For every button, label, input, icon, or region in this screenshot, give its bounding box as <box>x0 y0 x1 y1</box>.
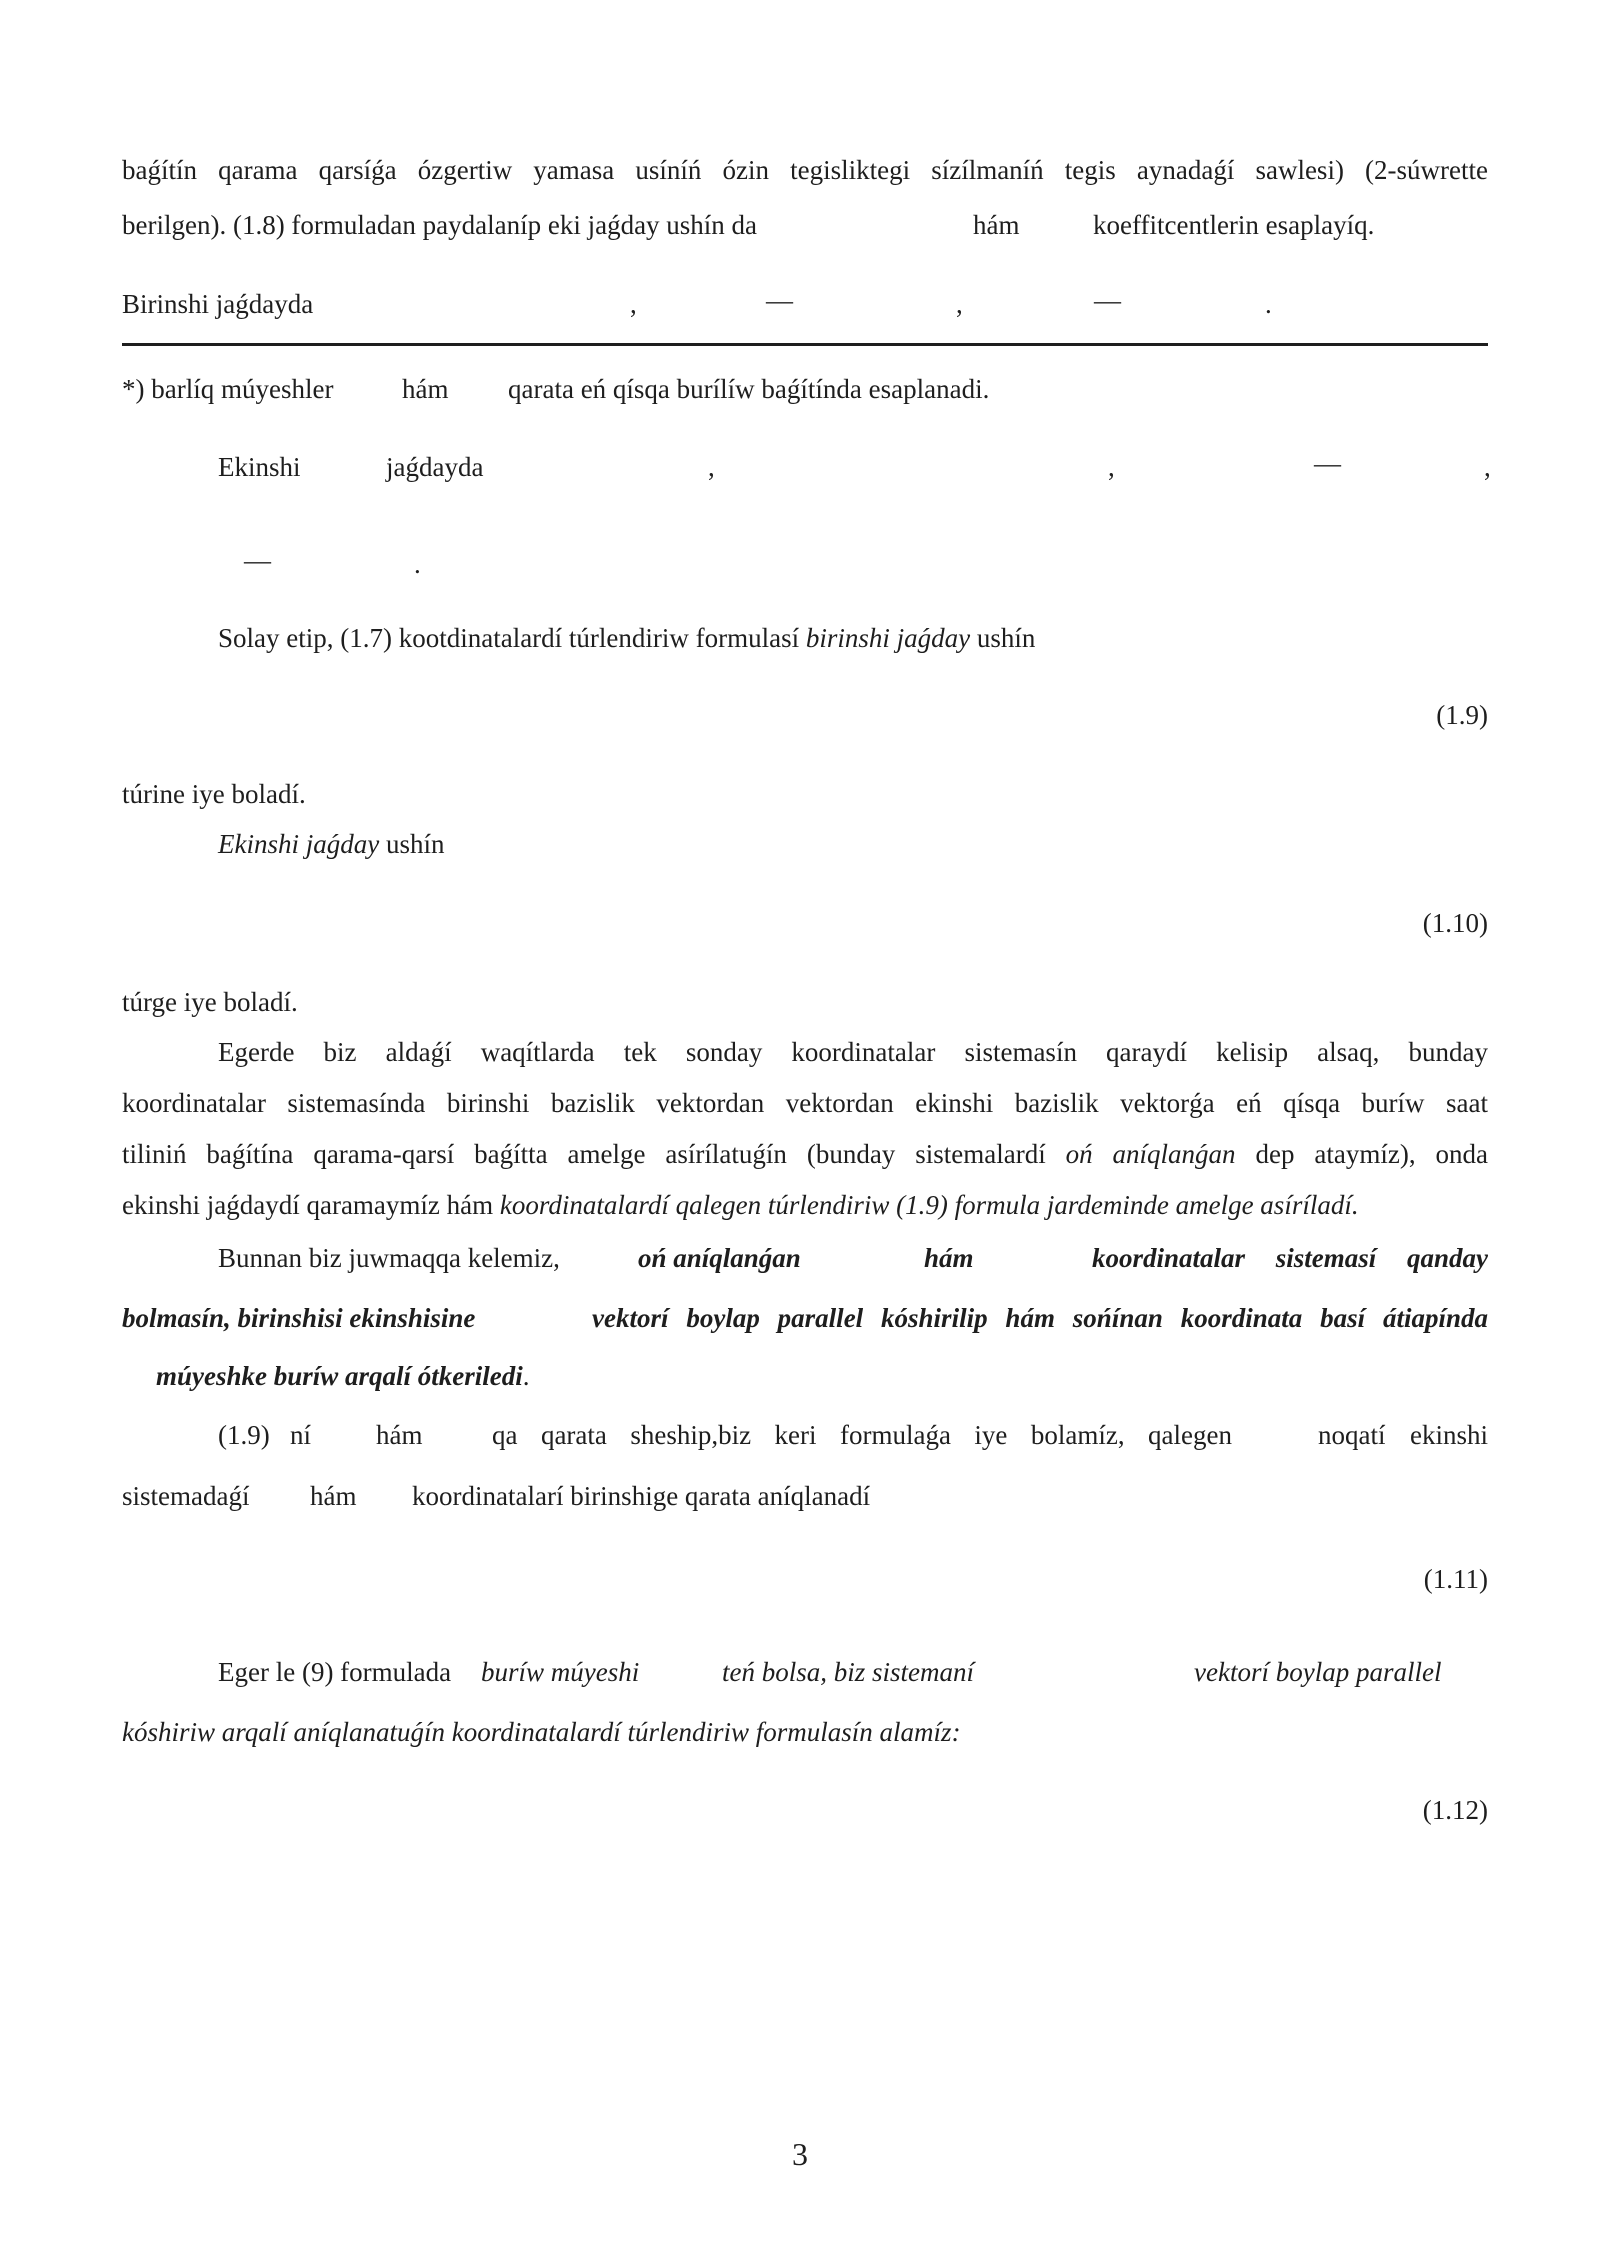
bold-italic-run: vektorí boylap parallel kóshirilip hám sońínan koordinata basí átiapínda <box>592 1303 1488 1333</box>
paragraph-word: ní <box>290 1420 312 1450</box>
equation-number: (1.11) <box>1423 1564 1488 1594</box>
paragraph-line: Egerde biz aldaǵí waqítlarda tek sonday koordinatalar sistemasín qaraydí kelisip alsaq, bunday <box>218 1037 1488 1067</box>
paragraph-line: Eger le (9) formulada <box>218 1657 452 1687</box>
italic-run: Ekinshi jaǵday <box>218 829 380 859</box>
paragraph-line: baǵítín qarama qarsíǵa ózgertiw yamasa usíníń ózin tegisliktegi sízílmaníń tegis aynadaǵí sawlesi) (2-súwrette <box>122 155 1488 185</box>
text-run: dep ataymíz), onda <box>1255 1139 1488 1169</box>
formula-dash: — <box>1094 285 1121 315</box>
page-number: 3 <box>792 2136 808 2172</box>
formula-comma: , <box>708 452 715 482</box>
italic-run: kóshiriw arqalí aníqlanatuǵín koordinatalardí túrlendiriw formulasín alamíz: <box>122 1717 961 1747</box>
case-label: jaǵdayda <box>386 452 484 482</box>
bold-italic-run: oń aníqlanǵan <box>638 1243 801 1273</box>
footnote-text: *) barlíq múyeshler <box>122 374 334 404</box>
footnote-rule <box>122 343 1488 346</box>
paragraph-word: koeffitcentlerin esaplayíq. <box>1093 210 1375 240</box>
bold-italic-run: múyeshke buríw arqalí ótkeriledi <box>156 1361 523 1391</box>
formula-comma: , <box>1108 452 1115 482</box>
text-run: ushín <box>385 829 445 859</box>
text-run: . <box>522 1361 530 1391</box>
formula-comma: , <box>630 289 637 319</box>
paragraph-line: túrge iye boladí. <box>122 987 298 1017</box>
text-run: ushín <box>976 623 1036 653</box>
paragraph-line <box>122 1187 1359 1223</box>
italic-run: vektorí boylap parallel <box>1194 1657 1442 1687</box>
formula-period: . <box>414 549 421 579</box>
case-label: Birinshi jaǵdayda <box>122 289 314 319</box>
italic-run: buríw múyeshi <box>481 1657 640 1687</box>
footnote-word: hám <box>402 374 449 404</box>
paragraph-line <box>218 826 445 862</box>
paragraph-line: Bunnan biz juwmaqqa kelemiz, <box>218 1243 560 1273</box>
text-run: Solay etip, (1.7) kootdinatalardí túrlendiriw formulasí <box>218 623 800 653</box>
italic-run: oń aníqlanǵan <box>1065 1139 1236 1169</box>
text-run: ekinshi jaǵdaydí qaramaymíz hám <box>122 1190 494 1220</box>
paragraph-line: túrine iye boladí. <box>122 779 306 809</box>
formula-dash: — <box>244 545 271 575</box>
case-label: Ekinshi <box>218 452 301 482</box>
italic-run: koordinatalardí qalegen túrlendiriw (1.9) formula jardeminde amelge asíríladí. <box>499 1190 1359 1220</box>
formula-period: . <box>1265 289 1272 319</box>
bold-italic-run: bolmasín, birinshisi ekinshisine <box>122 1303 476 1333</box>
italic-run: teń bolsa, biz sistemaní <box>722 1657 975 1687</box>
formula-dash: — <box>1314 448 1341 478</box>
equation-number: (1.10) <box>1422 908 1488 938</box>
paragraph-line: koordinatalarí birinshige qarata aníqlanadí <box>412 1481 871 1511</box>
bold-italic-run: koordinatalar sistemasí qanday <box>1092 1243 1488 1273</box>
paragraph-word: (1.9) <box>218 1420 270 1450</box>
paragraph-line: berilgen). (1.8) formuladan paydalaníp eki jaǵday ushín da <box>122 210 758 240</box>
paragraph-word: hám <box>973 210 1020 240</box>
equation-number: (1.12) <box>1422 1795 1488 1825</box>
italic-run: birinshi jaǵday <box>805 623 971 653</box>
paragraph-line: noqatí ekinshi <box>1318 1420 1488 1450</box>
paragraph-word: hám <box>376 1420 423 1450</box>
paragraph-word: sistemadaǵí <box>122 1481 250 1511</box>
text-run: tiliniń baǵítína qarama-qarsí baǵítta amelge asírílatuǵín (bunday sistemalardí <box>122 1139 1046 1169</box>
paragraph-line <box>218 620 1035 656</box>
paragraph-line <box>156 1358 530 1394</box>
bold-italic-run: hám <box>924 1243 974 1273</box>
formula-comma: , <box>956 289 963 319</box>
paragraph-line <box>122 1136 1488 1172</box>
equation-number: (1.9) <box>1436 700 1488 730</box>
formula-dash: — <box>766 285 793 315</box>
formula-comma: , <box>1484 452 1491 482</box>
paragraph-word: hám <box>310 1481 357 1511</box>
paragraph-line: koordinatalar sistemasínda birinshi bazislik vektordan vektordan ekinshi bazislik vektorǵa eń qísqa buríw saat <box>122 1088 1488 1118</box>
footnote-text: qarata eń qísqa burílíw baǵítínda esaplanadi. <box>508 374 990 404</box>
paragraph-line: qa qarata sheship,biz keri formulaǵa iye bolamíz, qalegen <box>492 1420 1232 1450</box>
